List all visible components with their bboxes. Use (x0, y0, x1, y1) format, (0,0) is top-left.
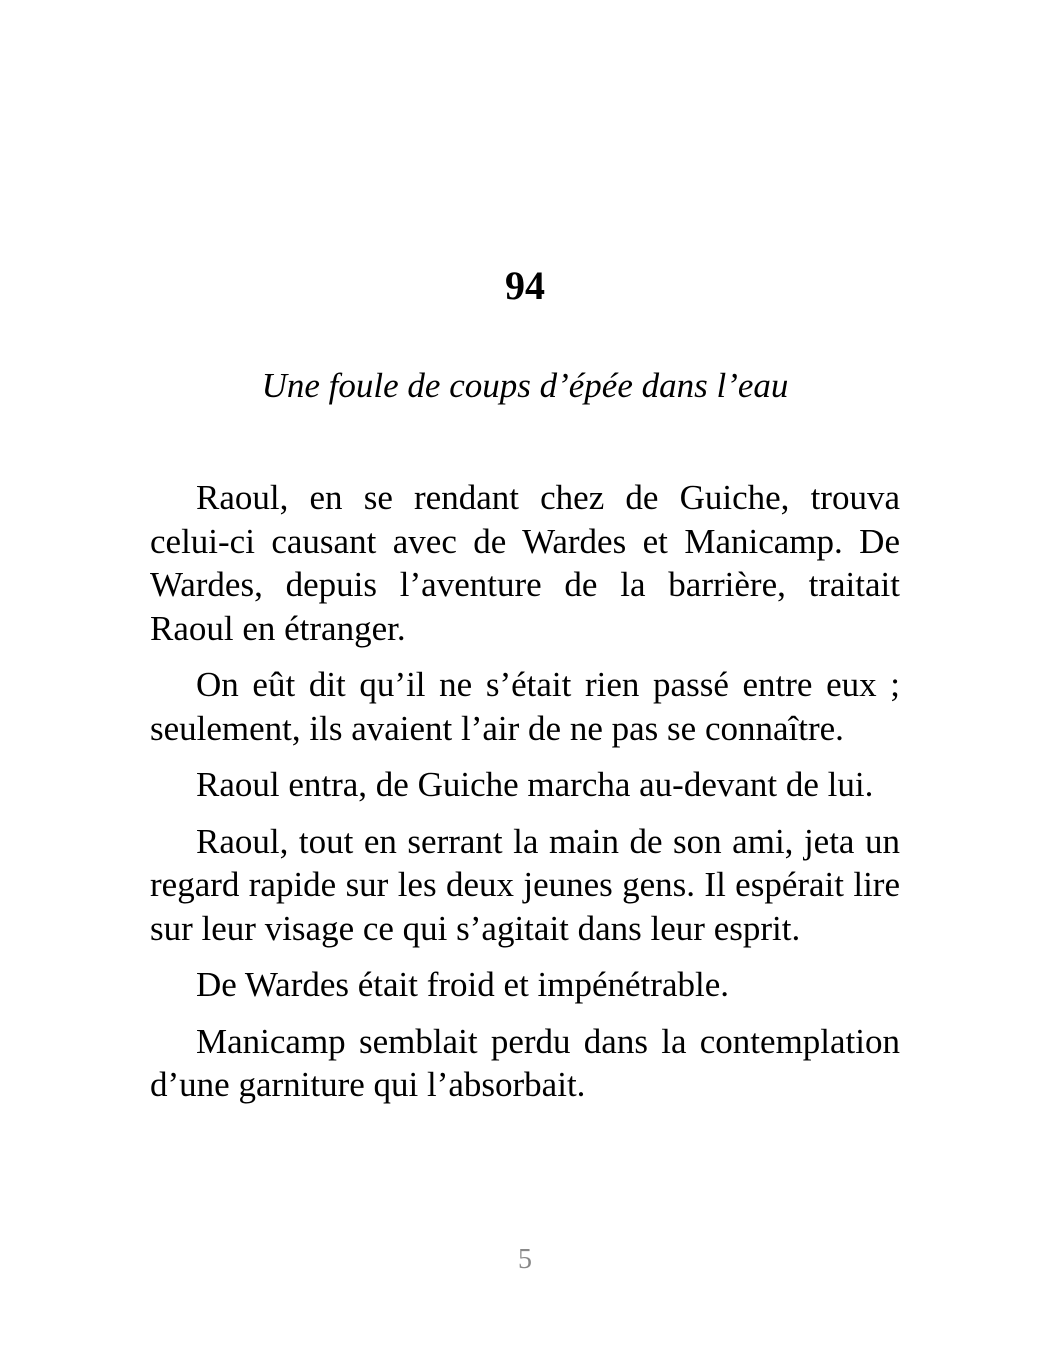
paragraph: Raoul entra, de Guiche marcha au-devant de lui. (196, 765, 874, 804)
chapter-title: Une foule de coups d’épée dans l’eau (261, 366, 789, 405)
paragraph: Raoul, en se rendant chez de Guiche, trouva celui-ci causant avec de Wardes et Manicamp. De Wardes, depuis l’aventure de la barrière, traitait Raoul en étranger. (150, 478, 900, 648)
paragraph: Raoul, tout en serrant la main de son ami, jeta un regard rapide sur les deux jeunes gens. Il espérait lire sur leur visage ce qui s’agitait dans leur esprit. (150, 821, 900, 948)
paragraph: Manicamp semblait perdu dans la contemplation d’une garniture qui l’absorbait. (150, 1021, 900, 1104)
chapter-body (150, 476, 900, 1120)
paragraph: De Wardes était froid et impénétrable. (196, 965, 729, 1004)
chapter-number: 94 (505, 263, 545, 308)
paragraph: On eût dit qu’il ne s’était rien passé entre eux ; seulement, ils avaient l’air de ne pas se connaître. (150, 665, 900, 748)
page-number: 5 (518, 1244, 532, 1275)
